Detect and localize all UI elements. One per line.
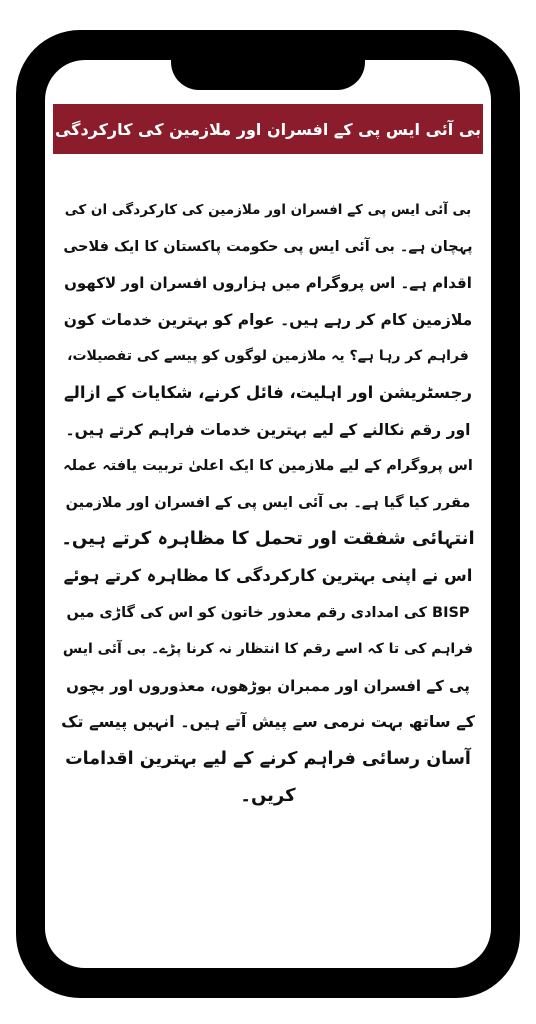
page-title: بی آئی ایس پی کے افسران اور ملازمین کی کارکردگی [54, 119, 482, 139]
phone-notch [171, 30, 365, 90]
body-line: آسان رسائی فراہم کرنے کے لیے بہترین اقدامات [65, 748, 471, 769]
title-banner [53, 104, 483, 154]
body-line: کریں۔ [240, 784, 296, 806]
body-line: فراہم کی تا کہ اسے رقم کا انتظار نہ کرنا پڑے۔ بی آئی ایس [62, 641, 474, 658]
body-line: انتہائی شفقت اور تحمل کا مظاہرہ کرتے ہیں۔ [61, 528, 475, 550]
body-line: رجسٹریشن اور اہلیت، فائل کرنے، شکایات کے ازالے [63, 382, 472, 402]
body-line: BISP کی امدادی رقم معذور خاتون کو اس کی گاڑی میں [66, 604, 470, 621]
body-line: ملازمین کام کر رہے ہیں۔ عوام کو بہترین خدمات کون [63, 310, 473, 329]
article-body [59, 192, 477, 962]
phone-screen [45, 60, 491, 968]
body-line: مقرر کیا گیا ہے۔ بی آئی ایس پی کے افسران اور ملازمین [65, 494, 471, 511]
body-line: اقدام ہے۔ اس پروگرام میں ہزاروں افسران اور لاکھوں [64, 274, 472, 293]
body-line: پہچان ہے۔ بی آئی ایس پی حکومت پاکستان کا ایک فلاحی [63, 238, 473, 255]
body-line: اس پروگرام کے لیے ملازمین کا ایک اعلیٰ تربیت یافتہ عملہ [63, 458, 473, 475]
body-line: کے ساتھ بہت نرمی سے پیش آتے ہیں۔ انہیں پیسے تک [61, 712, 475, 732]
body-line: اس نے اپنی بہترین کارکردگی کا مظاہرہ کرتے ہوئے [63, 565, 473, 585]
body-line: بی آئی ایس پی کے افسران اور ملازمین کی کارکردگی ان کی [64, 202, 472, 218]
body-line: پی کے افسران اور ممبران بوڑھوں، معذوروں اور بچوں [66, 676, 470, 695]
body-line: اور رقم نکالنے کے لیے بہترین خدمات فراہم کرتے ہیں۔ [65, 420, 471, 439]
body-line: فراہم کر رہا ہے؟ یہ ملازمین لوگوں کو پیسے کی تفصیلات، [67, 348, 469, 365]
